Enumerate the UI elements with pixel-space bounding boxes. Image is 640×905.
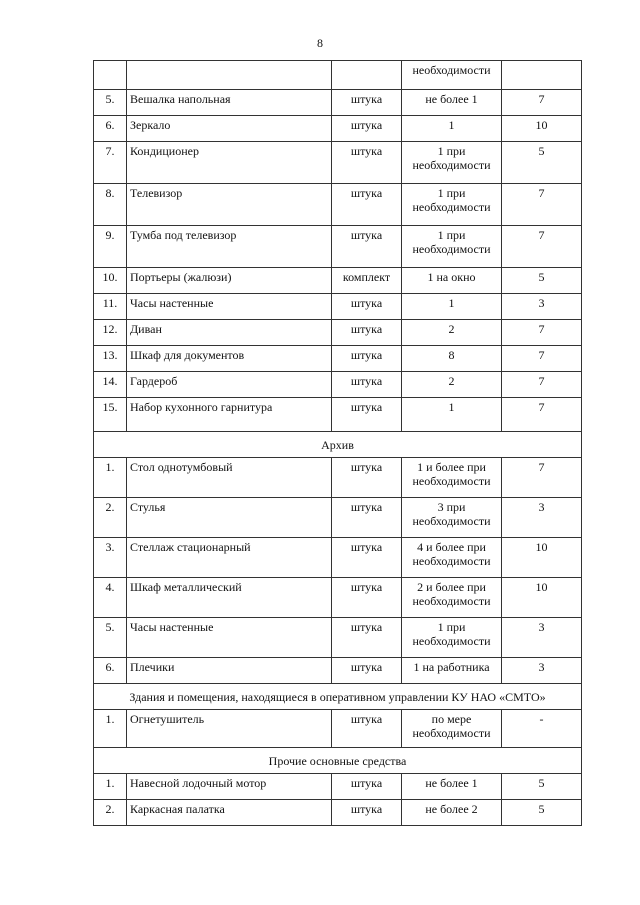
unit-cell: штука — [332, 346, 402, 372]
section-title: Здания и помещения, находящиеся в оперативном управлении КУ НАО «СМТО» — [94, 684, 582, 710]
num-cell: 10. — [94, 268, 127, 294]
name-cell: Шкаф для документов — [127, 346, 332, 372]
table-row — [94, 538, 582, 578]
num-cell: 2. — [94, 800, 127, 826]
table-row — [94, 800, 582, 826]
qty-cell: 2 — [402, 372, 502, 398]
unit-cell: штука — [332, 294, 402, 320]
unit-cell: штука — [332, 498, 402, 538]
unit-cell: штука — [332, 800, 402, 826]
num-cell — [94, 61, 127, 90]
table-row — [94, 398, 582, 432]
num-cell: 12. — [94, 320, 127, 346]
years-cell: 3 — [502, 294, 582, 320]
years-cell: 5 — [502, 142, 582, 184]
name-cell: Диван — [127, 320, 332, 346]
unit-cell: штука — [332, 578, 402, 618]
name-cell: Гардероб — [127, 372, 332, 398]
table-row — [94, 458, 582, 498]
qty-cell: 1 и более при необходимости — [402, 458, 502, 498]
qty-cell: 4 и более при необходимости — [402, 538, 502, 578]
table-row — [94, 294, 582, 320]
unit-cell: штука — [332, 372, 402, 398]
num-cell: 14. — [94, 372, 127, 398]
years-cell: 5 — [502, 774, 582, 800]
section-title: Архив — [94, 432, 582, 458]
years-cell: - — [502, 710, 582, 748]
name-cell: Зеркало — [127, 116, 332, 142]
qty-cell: по мере необходимости — [402, 710, 502, 748]
name-cell — [127, 61, 332, 90]
num-cell: 6. — [94, 658, 127, 684]
years-cell: 7 — [502, 372, 582, 398]
section-header-row — [94, 684, 582, 710]
page-number: 8 — [317, 36, 323, 50]
qty-cell: не более 1 — [402, 774, 502, 800]
years-cell: 5 — [502, 268, 582, 294]
years-cell: 10 — [502, 538, 582, 578]
qty-cell: 3 при необходимости — [402, 498, 502, 538]
equipment-table — [93, 60, 582, 826]
num-cell: 6. — [94, 116, 127, 142]
qty-cell: 1 — [402, 398, 502, 432]
table-row — [94, 774, 582, 800]
years-cell: 7 — [502, 320, 582, 346]
name-cell: Кондиционер — [127, 142, 332, 184]
num-cell: 3. — [94, 538, 127, 578]
qty-cell: не более 1 — [402, 90, 502, 116]
table-row — [94, 346, 582, 372]
table-row — [94, 90, 582, 116]
qty-cell: 2 — [402, 320, 502, 346]
table-row — [94, 142, 582, 184]
years-cell: 5 — [502, 800, 582, 826]
name-cell: Шкаф металлический — [127, 578, 332, 618]
num-cell: 9. — [94, 226, 127, 268]
unit-cell: штука — [332, 774, 402, 800]
num-cell: 5. — [94, 90, 127, 116]
years-cell: 7 — [502, 90, 582, 116]
name-cell: Стол однотумбовый — [127, 458, 332, 498]
table-row — [94, 658, 582, 684]
qty-cell: 1 на работника — [402, 658, 502, 684]
name-cell: Часы настенные — [127, 294, 332, 320]
unit-cell: штука — [332, 618, 402, 658]
num-cell: 5. — [94, 618, 127, 658]
table-row — [94, 320, 582, 346]
name-cell: Тумба под телевизор — [127, 226, 332, 268]
unit-cell: штука — [332, 184, 402, 226]
num-cell: 1. — [94, 458, 127, 498]
years-cell: 3 — [502, 618, 582, 658]
unit-cell: штука — [332, 710, 402, 748]
unit-cell: штука — [332, 116, 402, 142]
years-cell: 7 — [502, 184, 582, 226]
section-header-row — [94, 432, 582, 458]
name-cell: Навесной лодочный мотор — [127, 774, 332, 800]
qty-cell: 1 при необходимости — [402, 226, 502, 268]
years-cell: 3 — [502, 498, 582, 538]
section-title: Прочие основные средства — [94, 748, 582, 774]
name-cell: Портьеры (жалюзи) — [127, 268, 332, 294]
unit-cell: комплект — [332, 268, 402, 294]
num-cell: 13. — [94, 346, 127, 372]
qty-cell: 1 — [402, 116, 502, 142]
num-cell: 11. — [94, 294, 127, 320]
table-row — [94, 578, 582, 618]
name-cell: Телевизор — [127, 184, 332, 226]
unit-cell — [332, 61, 402, 90]
table-row — [94, 184, 582, 226]
years-cell: 10 — [502, 578, 582, 618]
name-cell: Плечики — [127, 658, 332, 684]
unit-cell: штука — [332, 538, 402, 578]
name-cell: Набор кухонного гарнитура — [127, 398, 332, 432]
qty-cell: не более 2 — [402, 800, 502, 826]
years-cell: 10 — [502, 116, 582, 142]
qty-cell: 2 и более при необходимости — [402, 578, 502, 618]
unit-cell: штука — [332, 320, 402, 346]
num-cell: 15. — [94, 398, 127, 432]
num-cell: 4. — [94, 578, 127, 618]
unit-cell: штука — [332, 90, 402, 116]
section-header-row — [94, 748, 582, 774]
unit-cell: штука — [332, 226, 402, 268]
name-cell: Стулья — [127, 498, 332, 538]
num-cell: 2. — [94, 498, 127, 538]
years-cell: 7 — [502, 458, 582, 498]
name-cell: Каркасная палатка — [127, 800, 332, 826]
num-cell: 7. — [94, 142, 127, 184]
continuation-row — [94, 61, 582, 90]
qty-cell: 1 при необходимости — [402, 142, 502, 184]
qty-cell: 1 при необходимости — [402, 618, 502, 658]
years-cell — [502, 61, 582, 90]
qty-cell: 1 при необходимости — [402, 184, 502, 226]
name-cell: Стеллаж стационарный — [127, 538, 332, 578]
table-row — [94, 618, 582, 658]
qty-cell: необходимости — [402, 61, 502, 90]
table-row — [94, 226, 582, 268]
unit-cell: штука — [332, 398, 402, 432]
qty-cell: 1 — [402, 294, 502, 320]
years-cell: 7 — [502, 346, 582, 372]
years-cell: 7 — [502, 398, 582, 432]
qty-cell: 1 на окно — [402, 268, 502, 294]
name-cell: Вешалка напольная — [127, 90, 332, 116]
unit-cell: штука — [332, 658, 402, 684]
years-cell: 7 — [502, 226, 582, 268]
name-cell: Часы настенные — [127, 618, 332, 658]
name-cell: Огнетушитель — [127, 710, 332, 748]
num-cell: 8. — [94, 184, 127, 226]
table-row — [94, 710, 582, 748]
table-row — [94, 268, 582, 294]
table-row — [94, 498, 582, 538]
table-row — [94, 372, 582, 398]
unit-cell: штука — [332, 142, 402, 184]
qty-cell: 8 — [402, 346, 502, 372]
table-row — [94, 116, 582, 142]
years-cell: 3 — [502, 658, 582, 684]
num-cell: 1. — [94, 710, 127, 748]
num-cell: 1. — [94, 774, 127, 800]
unit-cell: штука — [332, 458, 402, 498]
